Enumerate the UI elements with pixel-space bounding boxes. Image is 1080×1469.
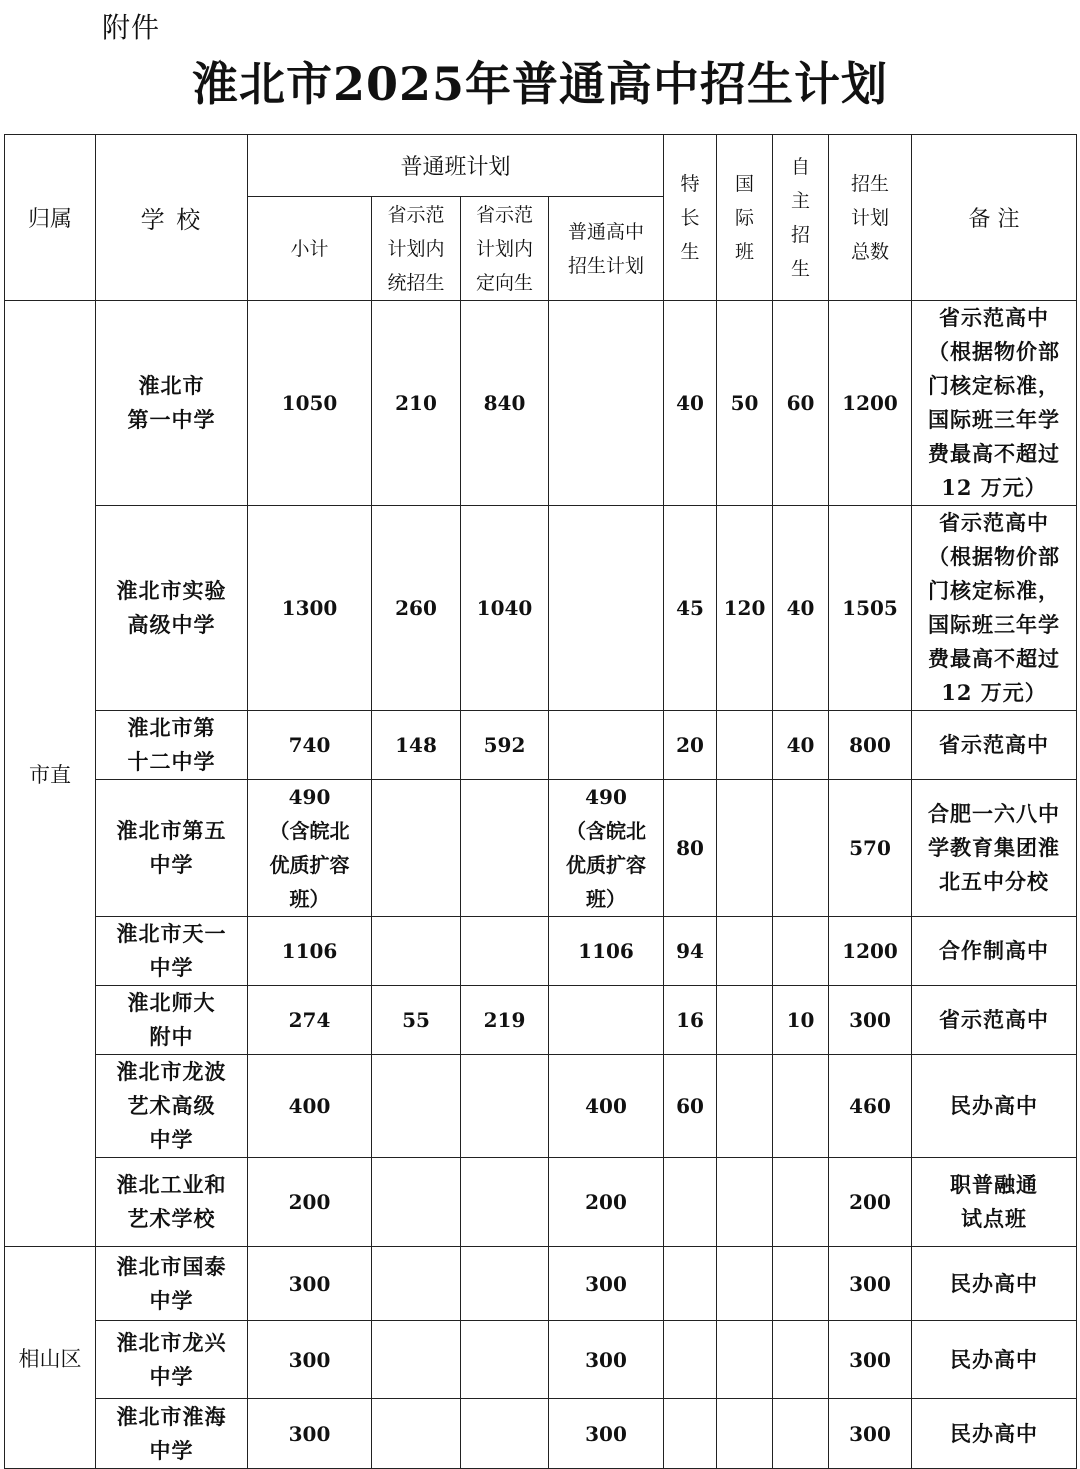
cell-line: 合作制高中 xyxy=(939,938,1050,963)
subtotal-cell xyxy=(248,1055,372,1158)
cell-line: 省示范 xyxy=(475,203,533,226)
remarks-cell xyxy=(912,780,1077,917)
cell-line: 附中 xyxy=(149,1024,194,1049)
unified-cell xyxy=(372,1158,461,1247)
school-cell xyxy=(96,780,248,917)
table-row xyxy=(5,986,1077,1055)
total-cell: 570 xyxy=(829,780,912,917)
unified-cell: 55 xyxy=(372,986,461,1055)
cell-line: 1300 xyxy=(281,596,338,620)
cell-line: 民办高中 xyxy=(950,1270,1039,1296)
international-cell: 50 xyxy=(717,301,773,506)
unified-cell: 260 xyxy=(372,506,461,711)
specialty-cell xyxy=(664,1321,717,1399)
school-cell xyxy=(96,986,248,1055)
total-cell: 1505 xyxy=(829,506,912,711)
table-row xyxy=(5,506,1077,711)
cell-line: 淮北市国泰 xyxy=(116,1253,227,1279)
school-cell xyxy=(96,1055,248,1158)
header-row-1 xyxy=(5,135,1077,197)
cell-line: 淮北市第 xyxy=(127,715,216,740)
cell-line: 淮北市龙兴 xyxy=(116,1329,227,1355)
regular-cell xyxy=(549,986,664,1055)
remarks-cell xyxy=(912,711,1077,780)
cell-line: 淮北市 xyxy=(138,373,205,398)
cell-line: 300 xyxy=(288,1347,331,1372)
school-cell xyxy=(96,506,248,711)
subtotal-cell xyxy=(248,986,372,1055)
col-directed-header xyxy=(461,197,549,301)
remarks-cell xyxy=(912,1399,1077,1469)
cell-line: 优质扩容 xyxy=(566,853,646,877)
regular-cell xyxy=(549,1247,664,1321)
group-xiangshan: 相山区 xyxy=(5,1247,96,1469)
specialty-cell xyxy=(664,1399,717,1469)
international-cell: 120 xyxy=(717,506,773,711)
col-regular-hs-header xyxy=(549,197,664,301)
subtotal-cell xyxy=(248,1399,372,1469)
cell-line: 1106 xyxy=(281,939,338,963)
enrollment-plan-table xyxy=(4,134,1077,1469)
autonomous-cell: 40 xyxy=(773,506,829,711)
directed-cell xyxy=(461,917,549,986)
autonomous-cell xyxy=(773,1321,829,1399)
cell-line: 费最高不超过 xyxy=(928,646,1061,671)
specialty-cell: 80 xyxy=(664,780,717,917)
table-row xyxy=(5,1055,1077,1158)
cell-line: 淮北市龙波 xyxy=(116,1059,227,1084)
cell-line: 300 xyxy=(585,1421,627,1446)
subtotal-cell xyxy=(248,1247,372,1321)
cell-line: 民办高中 xyxy=(950,1420,1039,1446)
col-affiliation-header: 归属 xyxy=(5,135,96,301)
subtotal-cell xyxy=(248,1158,372,1247)
cell-line: 特 xyxy=(680,172,700,195)
cell-line: 274 xyxy=(288,1008,331,1032)
cell-line: 生 xyxy=(680,240,700,263)
unified-cell xyxy=(372,1321,461,1399)
cell-line: 200 xyxy=(585,1190,627,1214)
school-cell xyxy=(96,1399,248,1469)
international-cell xyxy=(717,1158,773,1247)
cell-line: 省示范 xyxy=(387,203,445,226)
cell-line: 生 xyxy=(791,257,811,280)
cell-line: 490 xyxy=(288,785,331,809)
cell-line: 定向生 xyxy=(475,271,533,294)
cell-line: 长 xyxy=(680,206,700,229)
cell-line: 12 万元） xyxy=(941,680,1047,705)
school-cell xyxy=(96,917,248,986)
school-cell xyxy=(96,711,248,780)
cell-line: 自 xyxy=(791,155,811,178)
attachment-label: 附件 xyxy=(102,11,161,44)
cell-line: 省示范高中 xyxy=(939,510,1050,535)
autonomous-cell xyxy=(773,917,829,986)
table-row xyxy=(5,1399,1077,1469)
cell-line: 民办高中 xyxy=(950,1346,1039,1372)
cell-line: 艺术学校 xyxy=(127,1206,216,1231)
cell-line: 总数 xyxy=(851,240,890,263)
remarks-cell xyxy=(912,1247,1077,1321)
regular-cell xyxy=(549,1055,664,1158)
cell-line: 300 xyxy=(288,1421,331,1446)
directed-cell xyxy=(461,1321,549,1399)
autonomous-cell xyxy=(773,1055,829,1158)
cell-line: 淮北工业和 xyxy=(116,1172,227,1197)
col-autonomous-header xyxy=(773,135,829,301)
cell-line: 300 xyxy=(585,1347,627,1372)
total-cell: 1200 xyxy=(829,301,912,506)
cell-line: 300 xyxy=(585,1271,627,1296)
cell-line: 国 xyxy=(735,172,755,195)
cell-line: 费最高不超过 xyxy=(928,441,1061,466)
autonomous-cell xyxy=(773,780,829,917)
cell-line: 班） xyxy=(586,887,626,911)
cell-line: 300 xyxy=(288,1271,331,1296)
specialty-cell xyxy=(664,1158,717,1247)
remarks-cell xyxy=(912,917,1077,986)
specialty-cell: 94 xyxy=(664,917,717,986)
international-cell xyxy=(717,917,773,986)
cell-line: 淮北市第五 xyxy=(116,818,227,843)
cell-line: 学教育集团淮 xyxy=(928,835,1061,860)
remarks-cell xyxy=(912,1321,1077,1399)
page-title: 淮北市2025年普通高中招生计划 xyxy=(191,57,889,111)
directed-cell xyxy=(461,1158,549,1247)
table-row xyxy=(5,917,1077,986)
school-cell xyxy=(96,301,248,506)
col-specialty-header xyxy=(664,135,717,301)
cell-line: 省示范高中 xyxy=(939,732,1050,757)
cell-line: 淮北市淮海 xyxy=(116,1403,227,1429)
total-cell: 300 xyxy=(829,986,912,1055)
autonomous-cell: 40 xyxy=(773,711,829,780)
autonomous-cell xyxy=(773,1247,829,1321)
unified-cell: 210 xyxy=(372,301,461,506)
col-unified-header xyxy=(372,197,461,301)
cell-line: 400 xyxy=(585,1094,627,1118)
school-cell xyxy=(96,1321,248,1399)
col-regular-plan-header: 普通班计划 xyxy=(248,135,664,197)
total-cell: 460 xyxy=(829,1055,912,1158)
international-cell xyxy=(717,1055,773,1158)
cell-line: 优质扩容 xyxy=(269,853,350,877)
regular-cell xyxy=(549,917,664,986)
directed-cell xyxy=(461,780,549,917)
subtotal-cell xyxy=(248,780,372,917)
regular-cell xyxy=(549,506,664,711)
cell-line: 北五中分校 xyxy=(939,869,1050,894)
remarks-cell xyxy=(912,301,1077,506)
total-cell: 300 xyxy=(829,1399,912,1469)
cell-line: 淮北师大 xyxy=(127,990,216,1015)
autonomous-cell xyxy=(773,1158,829,1247)
table-row xyxy=(5,1321,1077,1399)
cell-line: 中学 xyxy=(149,1437,194,1463)
cell-line: 计划内 xyxy=(475,237,533,260)
international-cell xyxy=(717,1321,773,1399)
cell-line: 200 xyxy=(288,1190,331,1214)
cell-line: 民办高中 xyxy=(950,1093,1039,1118)
cell-line: 第一中学 xyxy=(127,407,216,432)
unified-cell xyxy=(372,917,461,986)
subtotal-cell xyxy=(248,301,372,506)
unified-cell xyxy=(372,1055,461,1158)
cell-line: 招生计划 xyxy=(568,254,645,277)
remarks-cell xyxy=(912,1055,1077,1158)
cell-line: 中学 xyxy=(149,852,194,877)
cell-line: 艺术高级 xyxy=(127,1093,216,1118)
specialty-cell: 60 xyxy=(664,1055,717,1158)
specialty-cell: 40 xyxy=(664,301,717,506)
cell-line: 际 xyxy=(735,206,755,229)
subtotal-cell xyxy=(248,711,372,780)
cell-line: 省示范高中 xyxy=(939,305,1050,330)
directed-cell xyxy=(461,1055,549,1158)
subtotal-cell xyxy=(248,1321,372,1399)
table-row xyxy=(5,780,1077,917)
cell-line: 国际班三年学 xyxy=(928,612,1061,637)
unified-cell xyxy=(372,1399,461,1469)
remarks-cell xyxy=(912,1158,1077,1247)
subtotal-cell xyxy=(248,917,372,986)
directed-cell: 592 xyxy=(461,711,549,780)
regular-cell xyxy=(549,780,664,917)
group-city: 市直 xyxy=(5,301,96,1247)
cell-line: （根据物价部 xyxy=(928,339,1061,364)
cell-line: 中学 xyxy=(149,1127,194,1152)
cell-line: 中学 xyxy=(149,1363,194,1389)
remarks-cell xyxy=(912,986,1077,1055)
directed-cell: 219 xyxy=(461,986,549,1055)
col-school-header: 学 校 xyxy=(96,135,248,301)
cell-line: 国际班三年学 xyxy=(928,407,1061,432)
total-cell: 1200 xyxy=(829,917,912,986)
directed-cell xyxy=(461,1247,549,1321)
directed-cell xyxy=(461,1399,549,1469)
table-row xyxy=(5,711,1077,780)
cell-line: 中学 xyxy=(149,955,194,980)
cell-line: 1106 xyxy=(578,939,634,963)
cell-line: 高级中学 xyxy=(127,612,216,637)
cell-line: （含皖北 xyxy=(269,819,350,843)
cell-line: （含皖北 xyxy=(566,819,646,843)
international-cell xyxy=(717,986,773,1055)
regular-cell xyxy=(549,301,664,506)
table-row xyxy=(5,301,1077,506)
col-remarks-header: 备 注 xyxy=(912,135,1077,301)
cell-line: 班 xyxy=(735,240,755,263)
col-subtotal-header: 小计 xyxy=(248,197,372,301)
cell-line: 主 xyxy=(791,189,811,212)
international-cell xyxy=(717,711,773,780)
cell-line: 计划 xyxy=(851,206,890,229)
cell-line: （根据物价部 xyxy=(928,544,1061,569)
international-cell xyxy=(717,1247,773,1321)
directed-cell: 1040 xyxy=(461,506,549,711)
cell-line: 中学 xyxy=(149,1287,194,1313)
table-row xyxy=(5,1158,1077,1247)
autonomous-cell: 10 xyxy=(773,986,829,1055)
cell-line: 门核定标准， xyxy=(928,373,1061,398)
unified-cell xyxy=(372,780,461,917)
international-cell xyxy=(717,1399,773,1469)
cell-line: 合肥一六八中 xyxy=(928,801,1061,826)
cell-line: 淮北市天一 xyxy=(116,921,227,946)
regular-cell xyxy=(549,1399,664,1469)
total-cell: 800 xyxy=(829,711,912,780)
table-row xyxy=(5,1247,1077,1321)
autonomous-cell: 60 xyxy=(773,301,829,506)
cell-line: 计划内 xyxy=(387,237,445,260)
cell-line: 招 xyxy=(791,223,811,246)
school-cell xyxy=(96,1247,248,1321)
subtotal-cell xyxy=(248,506,372,711)
col-total-header xyxy=(829,135,912,301)
table-body xyxy=(5,135,1077,1469)
cell-line: 省示范高中 xyxy=(939,1007,1050,1032)
cell-line: 招生 xyxy=(851,172,890,195)
specialty-cell: 16 xyxy=(664,986,717,1055)
cell-line: 淮北市实验 xyxy=(116,578,227,603)
cell-line: 400 xyxy=(288,1094,331,1118)
regular-cell xyxy=(549,1158,664,1247)
specialty-cell: 20 xyxy=(664,711,717,780)
cell-line: 职普融通 xyxy=(950,1172,1039,1197)
cell-line: 740 xyxy=(288,733,331,757)
directed-cell: 840 xyxy=(461,301,549,506)
autonomous-cell xyxy=(773,1399,829,1469)
unified-cell: 148 xyxy=(372,711,461,780)
cell-line: 1050 xyxy=(281,391,338,415)
cell-line: 490 xyxy=(585,785,627,809)
total-cell: 200 xyxy=(829,1158,912,1247)
regular-cell xyxy=(549,711,664,780)
cell-line: 统招生 xyxy=(387,271,445,294)
cell-line: 普通高中 xyxy=(568,220,645,243)
specialty-cell xyxy=(664,1247,717,1321)
cell-line: 十二中学 xyxy=(127,749,216,774)
cell-line: 12 万元） xyxy=(941,475,1047,500)
cell-line: 门核定标准， xyxy=(928,578,1061,603)
cell-line: 班） xyxy=(289,887,330,911)
total-cell: 300 xyxy=(829,1247,912,1321)
regular-cell xyxy=(549,1321,664,1399)
cell-line: 试点班 xyxy=(961,1206,1028,1231)
international-cell xyxy=(717,780,773,917)
total-cell: 300 xyxy=(829,1321,912,1399)
col-international-header xyxy=(717,135,773,301)
remarks-cell xyxy=(912,506,1077,711)
unified-cell xyxy=(372,1247,461,1321)
school-cell xyxy=(96,1158,248,1247)
specialty-cell: 45 xyxy=(664,506,717,711)
